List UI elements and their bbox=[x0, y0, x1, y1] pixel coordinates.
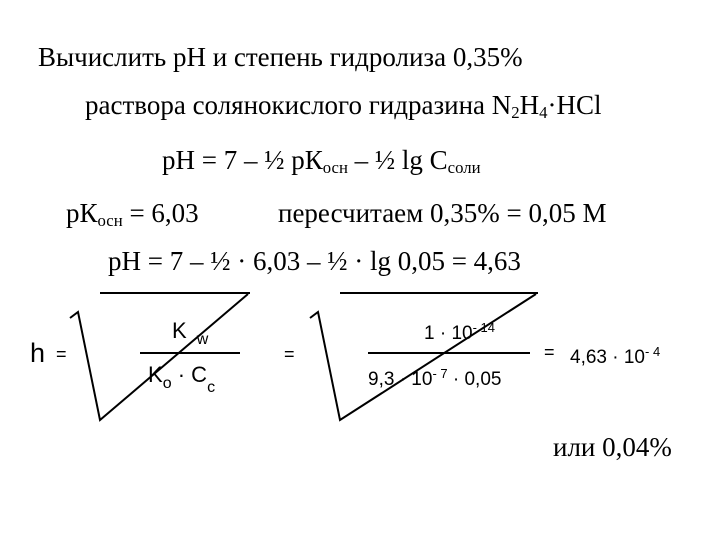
recalc-text: пересчитаем 0,35% = 0,05 М bbox=[278, 198, 607, 228]
pk-given: $рК_{осн} = 6,03$ bbox=[66, 198, 199, 231]
task-line-1: Вычислить рН и степень гидролиза 0,35% bbox=[38, 42, 523, 72]
equals-3: = bbox=[544, 342, 555, 362]
task-line-2: раствора солянокислого гидразина $N_2H_4\cdot HCl$ bbox=[85, 90, 602, 123]
radical-bar-1 bbox=[100, 292, 250, 294]
denominator-values: $9,3 \cdot 10^{- 7} \cdot 0,05$ bbox=[368, 366, 502, 391]
ph-calculation: рН = 7 – ½ · 6,03 – ½ · lg 0,05 = 4,63 bbox=[108, 246, 521, 276]
numerator-1e-14: $1 \cdot 10^{- 14}$ bbox=[424, 320, 495, 345]
equals-1: = bbox=[56, 344, 67, 364]
kw-numerator: K $_w$ bbox=[172, 318, 209, 348]
radical-sign-2 bbox=[0, 0, 300, 140]
ph-formula: рН = 7 – ½ $рК_{осн}$ – ½ $\lg C_{соли}$ bbox=[162, 145, 481, 178]
result-value: $4,63 \cdot 10^{- 4}$ bbox=[570, 344, 661, 369]
fraction-bar-1 bbox=[140, 352, 240, 354]
ko-cc-denominator: $K_o \cdot C_c$ bbox=[148, 362, 216, 396]
equals-2: = bbox=[284, 344, 295, 364]
fraction-bar-2 bbox=[368, 352, 530, 354]
h-label: h bbox=[30, 338, 46, 368]
answer-text: или 0,04% bbox=[553, 432, 672, 462]
radical-bar-2 bbox=[340, 292, 538, 294]
